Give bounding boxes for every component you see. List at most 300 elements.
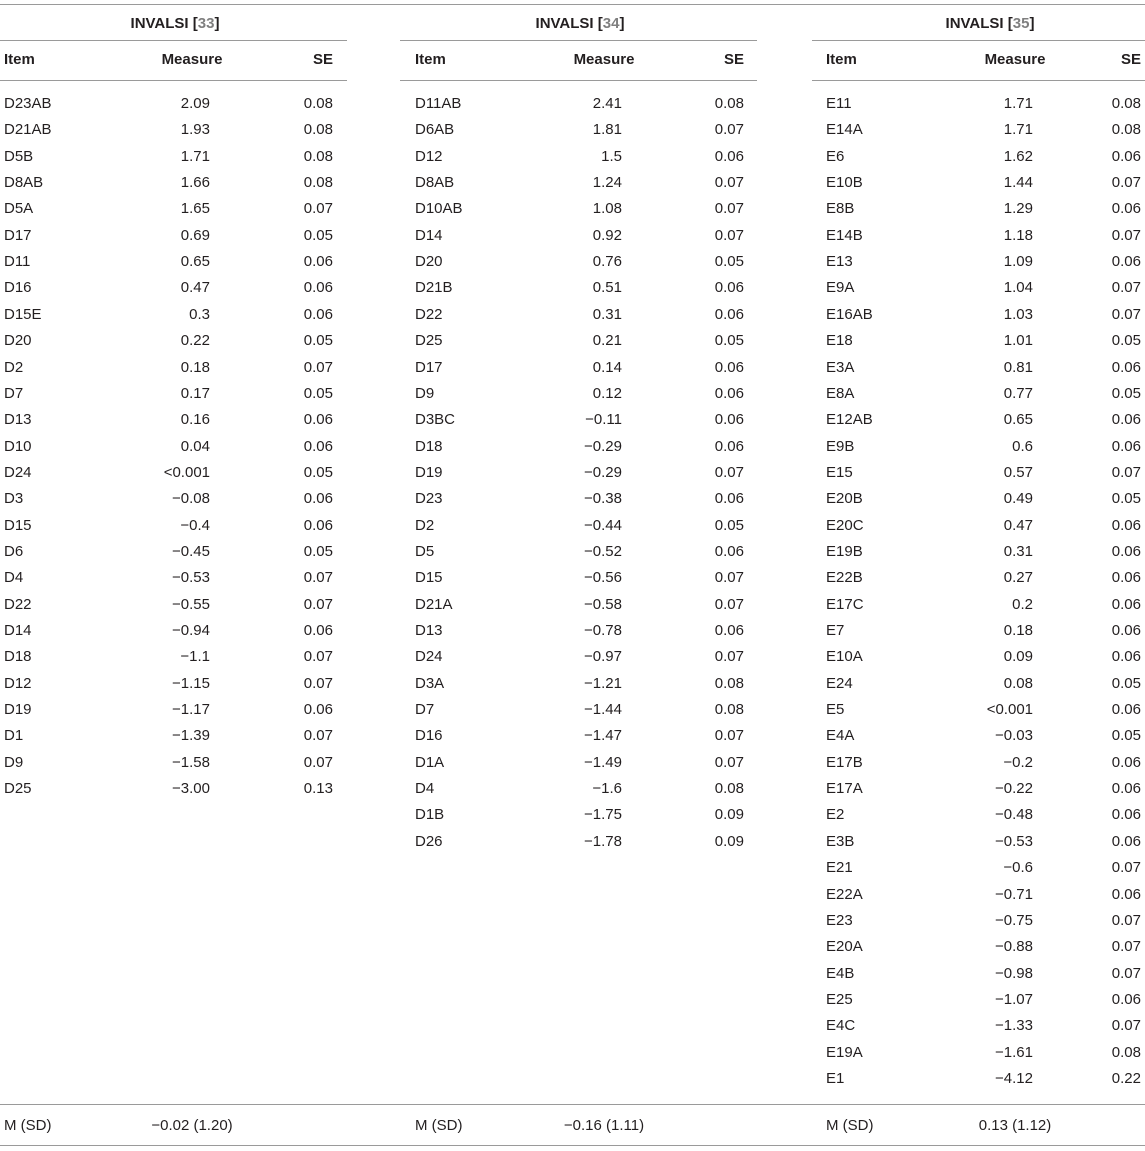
row-item: D4 [415, 780, 435, 797]
row-measure: 1.65 [180, 200, 210, 217]
row-item: D23AB [4, 95, 52, 112]
row-se: 0.06 [1111, 569, 1141, 586]
row-se: 0.05 [1111, 675, 1141, 692]
row-se: 0.07 [1111, 965, 1141, 982]
row-se: 0.06 [714, 385, 744, 402]
row-measure: 0.76 [592, 253, 622, 270]
row-measure: 1.62 [1003, 148, 1033, 165]
column-header-se: SE [723, 51, 744, 68]
summary-label: M (SD) [415, 1117, 463, 1134]
row-item: E7 [826, 622, 845, 639]
row-measure: <0.001 [163, 464, 210, 481]
row-item: E8B [826, 200, 855, 217]
row-se: 0.06 [1111, 886, 1141, 903]
group-header-text: INVALSI [ [945, 15, 1013, 32]
row-se: 0.05 [303, 543, 333, 560]
group-header [536, 15, 625, 33]
row-se: 0.07 [714, 227, 744, 244]
column-header-item: Item [415, 51, 446, 68]
row-se: 0.06 [303, 490, 333, 507]
row-item: D13 [415, 622, 443, 639]
group-header-rule [0, 40, 347, 41]
row-item: D24 [4, 464, 32, 481]
row-item: D11AB [415, 95, 462, 112]
row-measure: 0.18 [1003, 622, 1033, 639]
row-se: 0.05 [1111, 385, 1141, 402]
row-se: 0.06 [714, 279, 744, 296]
row-measure: 0.21 [592, 332, 622, 349]
row-se: 0.06 [714, 490, 744, 507]
row-measure: 0.16 [180, 411, 210, 428]
row-item: D1B [415, 806, 445, 823]
row-measure: −1.44 [584, 701, 622, 718]
row-measure: −0.6 [1003, 859, 1033, 876]
row-se: 0.06 [1111, 806, 1141, 823]
group-header-text: ] [619, 15, 625, 32]
citation-ref[interactable]: 33 [197, 15, 215, 32]
row-item: D15 [415, 569, 443, 586]
row-item: D16 [4, 279, 32, 296]
row-item: E22A [826, 886, 863, 903]
row-item: D13 [4, 411, 32, 428]
row-item: E4C [826, 1017, 856, 1034]
row-item: E17B [826, 754, 863, 771]
group-header-text: ] [214, 15, 220, 32]
row-measure: −0.08 [172, 490, 210, 507]
row-item: D7 [415, 701, 435, 718]
row-measure: 1.01 [1003, 332, 1033, 349]
row-measure: −1.33 [995, 1017, 1033, 1034]
row-se: 0.06 [1111, 780, 1141, 797]
table-top-rule [0, 4, 1145, 5]
row-measure: 0.47 [1003, 517, 1033, 534]
row-se: 0.06 [714, 306, 744, 323]
row-measure: 0.31 [1003, 543, 1033, 560]
row-se: 0.08 [303, 174, 333, 191]
row-measure: −0.03 [995, 727, 1033, 744]
column-header-rule [400, 80, 757, 81]
row-item: E19B [826, 543, 863, 560]
row-measure: 0.2 [1012, 596, 1033, 613]
row-item: D21A [415, 596, 453, 613]
row-item: D18 [4, 648, 32, 665]
row-se: 0.07 [714, 121, 744, 138]
row-se: 0.06 [1111, 253, 1141, 270]
row-se: 0.07 [714, 648, 744, 665]
table-bottom-rule [0, 1104, 1145, 1105]
row-item: E20A [826, 938, 863, 955]
row-item: D6AB [415, 121, 455, 138]
row-se: 0.06 [1111, 596, 1141, 613]
row-item: D10 [4, 438, 32, 455]
row-se: 0.05 [714, 332, 744, 349]
row-item: E11 [826, 95, 852, 112]
row-measure: 1.71 [1003, 121, 1033, 138]
row-se: 0.07 [714, 727, 744, 744]
row-se: 0.07 [1111, 279, 1141, 296]
row-se: 0.05 [303, 464, 333, 481]
row-measure: 1.71 [1003, 95, 1033, 112]
row-measure: 1.09 [1003, 253, 1033, 270]
row-se: 0.05 [1111, 332, 1141, 349]
column-header-rule [0, 80, 347, 81]
row-measure: −1.78 [584, 833, 622, 850]
table-end-rule [0, 1145, 1145, 1146]
row-measure: −1.07 [995, 991, 1033, 1008]
row-measure: −0.71 [995, 886, 1033, 903]
row-item: E8A [826, 385, 855, 402]
row-item: E17C [826, 596, 864, 613]
row-item: E1 [826, 1070, 845, 1087]
row-measure: 0.51 [592, 279, 622, 296]
row-measure: 1.93 [180, 121, 210, 138]
row-measure: −0.29 [584, 464, 622, 481]
row-measure: 0.77 [1003, 385, 1033, 402]
row-se: 0.06 [303, 279, 333, 296]
row-item: E3A [826, 359, 855, 376]
row-measure: −3.00 [172, 780, 210, 797]
row-item: E4A [826, 727, 855, 744]
row-se: 0.07 [1111, 1017, 1141, 1034]
row-se: 0.06 [714, 543, 744, 560]
row-measure: −1.61 [995, 1044, 1033, 1061]
row-se: 0.06 [1111, 148, 1141, 165]
row-measure: −0.29 [584, 438, 622, 455]
row-se: 0.09 [714, 806, 744, 823]
row-item: E21 [826, 859, 853, 876]
row-item: D12 [415, 148, 443, 165]
row-measure: −0.44 [584, 517, 622, 534]
row-item: D20 [415, 253, 443, 270]
row-measure: −0.52 [584, 543, 622, 560]
row-item: E24 [826, 675, 853, 692]
summary-label: M (SD) [4, 1117, 52, 1134]
row-item: D5 [415, 543, 435, 560]
row-item: D23 [415, 490, 443, 507]
row-measure: −0.58 [584, 596, 622, 613]
row-se: 0.07 [1111, 859, 1141, 876]
row-se: 0.06 [714, 622, 744, 639]
row-item: E25 [826, 991, 853, 1008]
row-item: E13 [826, 253, 853, 270]
row-item: D10AB [415, 200, 463, 217]
row-item: D17 [4, 227, 32, 244]
row-measure: −0.97 [584, 648, 622, 665]
row-se: 0.06 [1111, 622, 1141, 639]
row-measure: 0.14 [592, 359, 622, 376]
row-measure: −1.49 [584, 754, 622, 771]
row-measure: 2.09 [180, 95, 210, 112]
row-se: 0.05 [303, 227, 333, 244]
row-item: D12 [4, 675, 32, 692]
row-measure: 0.22 [180, 332, 210, 349]
row-item: D3A [415, 675, 445, 692]
row-measure: 0.31 [592, 306, 622, 323]
row-measure: 0.18 [180, 359, 210, 376]
column-header-item: Item [4, 51, 35, 68]
row-item: D3BC [415, 411, 456, 428]
summary-value: −0.02 (1.20) [151, 1117, 233, 1134]
row-measure: 1.04 [1003, 279, 1033, 296]
row-se: 0.07 [1111, 464, 1141, 481]
row-measure: −1.6 [592, 780, 622, 797]
row-item: D9 [415, 385, 435, 402]
row-measure: −0.22 [995, 780, 1033, 797]
row-measure: −0.53 [995, 833, 1033, 850]
row-se: 0.07 [303, 359, 333, 376]
row-se: 0.06 [714, 438, 744, 455]
row-item: D17 [415, 359, 443, 376]
row-measure: −0.11 [585, 411, 622, 428]
column-header-measure: Measure [161, 51, 223, 68]
row-measure: −1.58 [172, 754, 210, 771]
row-measure: 0.92 [592, 227, 622, 244]
row-item: E9A [826, 279, 855, 296]
row-se: 0.06 [303, 517, 333, 534]
row-measure: 0.81 [1003, 359, 1033, 376]
row-se: 0.06 [1111, 701, 1141, 718]
row-se: 0.05 [303, 332, 333, 349]
row-se: 0.06 [1111, 833, 1141, 850]
row-item: E2 [826, 806, 845, 823]
row-item: E16AB [826, 306, 873, 323]
row-se: 0.06 [303, 701, 333, 718]
column-header-se: SE [312, 51, 333, 68]
row-measure: 0.04 [180, 438, 210, 455]
row-se: 0.06 [303, 306, 333, 323]
row-measure: 0.6 [1012, 438, 1033, 455]
row-item: E12AB [826, 411, 873, 428]
column-header-rule [812, 80, 1145, 81]
row-measure: 1.03 [1003, 306, 1033, 323]
row-se: 0.22 [1111, 1070, 1141, 1087]
row-se: 0.08 [1111, 95, 1141, 112]
row-measure: 0.65 [1003, 411, 1033, 428]
row-item: E3B [826, 833, 855, 850]
row-se: 0.08 [303, 148, 333, 165]
row-se: 0.08 [714, 675, 744, 692]
row-se: 0.06 [714, 411, 744, 428]
row-measure: 0.08 [1003, 675, 1033, 692]
row-item: D19 [4, 701, 32, 718]
row-se: 0.06 [303, 622, 333, 639]
row-se: 0.13 [303, 780, 333, 797]
row-item: D8AB [4, 174, 44, 191]
row-se: 0.05 [303, 385, 333, 402]
row-item: D5A [4, 200, 34, 217]
row-item: E17A [826, 780, 863, 797]
row-measure: −0.38 [584, 490, 622, 507]
row-measure: −0.94 [172, 622, 210, 639]
group-header-rule [812, 40, 1145, 41]
row-item: D2 [415, 517, 435, 534]
row-measure: 0.27 [1003, 569, 1033, 586]
row-se: 0.06 [303, 253, 333, 270]
summary-value: 0.13 (1.12) [978, 1117, 1052, 1134]
row-se: 0.07 [303, 200, 333, 217]
row-se: 0.05 [714, 253, 744, 270]
row-item: D16 [415, 727, 443, 744]
row-item: D25 [415, 332, 443, 349]
row-item: E18 [826, 332, 853, 349]
row-item: E6 [826, 148, 845, 165]
row-se: 0.06 [1111, 648, 1141, 665]
column-header-se: SE [1120, 51, 1141, 68]
row-measure: −0.2 [1003, 754, 1033, 771]
group-header-rule [400, 40, 757, 41]
row-se: 0.07 [1111, 306, 1141, 323]
row-measure: <0.001 [986, 701, 1033, 718]
row-item: D22 [415, 306, 443, 323]
row-measure: −0.78 [584, 622, 622, 639]
row-measure: −0.55 [172, 596, 210, 613]
row-se: 0.06 [714, 148, 744, 165]
row-se: 0.07 [1111, 938, 1141, 955]
row-se: 0.07 [714, 569, 744, 586]
row-measure: −4.12 [995, 1070, 1033, 1087]
row-measure: −0.88 [995, 938, 1033, 955]
row-se: 0.06 [1111, 517, 1141, 534]
row-measure: 1.24 [592, 174, 622, 191]
row-item: D18 [415, 438, 443, 455]
row-measure: 0.3 [189, 306, 210, 323]
group-header [131, 15, 220, 33]
row-measure: 1.66 [180, 174, 210, 191]
row-se: 0.07 [303, 727, 333, 744]
row-item: D15E [4, 306, 42, 323]
citation-ref[interactable]: 34 [602, 15, 620, 32]
row-se: 0.08 [714, 95, 744, 112]
row-se: 0.06 [1111, 200, 1141, 217]
row-item: E14A [826, 121, 863, 138]
row-se: 0.07 [303, 675, 333, 692]
row-measure: 0.47 [180, 279, 210, 296]
row-item: D20 [4, 332, 32, 349]
row-measure: 0.12 [592, 385, 622, 402]
row-item: D21AB [4, 121, 52, 138]
row-measure: 1.08 [592, 200, 622, 217]
row-measure: −1.17 [172, 701, 210, 718]
row-se: 0.07 [303, 648, 333, 665]
row-item: D22 [4, 596, 32, 613]
row-se: 0.07 [714, 200, 744, 217]
row-measure: 2.41 [592, 95, 622, 112]
row-measure: −1.39 [172, 727, 210, 744]
row-item: D11 [4, 253, 31, 270]
row-se: 0.07 [1111, 174, 1141, 191]
summary-value: −0.16 (1.11) [563, 1117, 645, 1134]
row-item: D3 [4, 490, 24, 507]
row-measure: −1.1 [180, 648, 210, 665]
row-measure: −0.98 [995, 965, 1033, 982]
row-item: D14 [4, 622, 32, 639]
row-se: 0.08 [303, 95, 333, 112]
row-item: D8AB [415, 174, 455, 191]
row-measure: 1.81 [592, 121, 622, 138]
row-measure: 0.65 [180, 253, 210, 270]
row-se: 0.09 [714, 833, 744, 850]
row-measure: −1.75 [584, 806, 622, 823]
row-item: D9 [4, 754, 24, 771]
row-item: D5B [4, 148, 34, 165]
row-item: E10B [826, 174, 863, 191]
row-se: 0.06 [1111, 411, 1141, 428]
row-se: 0.07 [303, 754, 333, 771]
row-measure: 1.44 [1003, 174, 1033, 191]
row-measure: −1.15 [172, 675, 210, 692]
row-item: D1A [415, 754, 445, 771]
row-measure: 0.57 [1003, 464, 1033, 481]
column-header-item: Item [826, 51, 857, 68]
row-se: 0.06 [1111, 754, 1141, 771]
row-se: 0.06 [1111, 359, 1141, 376]
row-item: E19A [826, 1044, 863, 1061]
row-item: E5 [826, 701, 845, 718]
row-measure: −0.4 [180, 517, 210, 534]
group-header [946, 15, 1035, 33]
row-item: E9B [826, 438, 855, 455]
row-item: D25 [4, 780, 32, 797]
row-item: E15 [826, 464, 853, 481]
row-item: D4 [4, 569, 24, 586]
summary-label: M (SD) [826, 1117, 874, 1134]
row-measure: 0.69 [180, 227, 210, 244]
row-item: D2 [4, 359, 24, 376]
row-se: 0.05 [1111, 490, 1141, 507]
row-measure: 1.71 [180, 148, 210, 165]
row-se: 0.07 [1111, 227, 1141, 244]
row-item: D26 [415, 833, 443, 850]
row-se: 0.07 [1111, 912, 1141, 929]
row-item: E10A [826, 648, 863, 665]
row-measure: −1.21 [584, 675, 622, 692]
row-se: 0.05 [714, 517, 744, 534]
row-item: E4B [826, 965, 855, 982]
row-measure: 1.29 [1003, 200, 1033, 217]
row-se: 0.07 [714, 754, 744, 771]
row-item: D24 [415, 648, 443, 665]
row-se: 0.05 [1111, 727, 1141, 744]
row-measure: −0.53 [172, 569, 210, 586]
row-se: 0.07 [714, 464, 744, 481]
group-header-text: INVALSI [ [535, 15, 603, 32]
citation-ref[interactable]: 35 [1012, 15, 1030, 32]
row-se: 0.08 [714, 701, 744, 718]
row-measure: 1.18 [1003, 227, 1033, 244]
row-item: E20C [826, 517, 864, 534]
column-header-measure: Measure [573, 51, 635, 68]
row-se: 0.06 [303, 411, 333, 428]
row-item: D21B [415, 279, 453, 296]
row-measure: 0.49 [1003, 490, 1033, 507]
row-se: 0.08 [303, 121, 333, 138]
group-header-text: INVALSI [ [130, 15, 198, 32]
row-se: 0.06 [714, 359, 744, 376]
row-measure: −0.45 [172, 543, 210, 560]
row-measure: −0.56 [584, 569, 622, 586]
row-measure: 1.5 [601, 148, 622, 165]
row-se: 0.08 [1111, 121, 1141, 138]
row-item: D15 [4, 517, 32, 534]
row-se: 0.07 [714, 174, 744, 191]
row-item: E14B [826, 227, 863, 244]
row-item: E23 [826, 912, 853, 929]
row-se: 0.06 [303, 438, 333, 455]
row-se: 0.07 [303, 569, 333, 586]
group-header-text: ] [1029, 15, 1035, 32]
row-item: D6 [4, 543, 24, 560]
row-measure: 0.17 [180, 385, 210, 402]
